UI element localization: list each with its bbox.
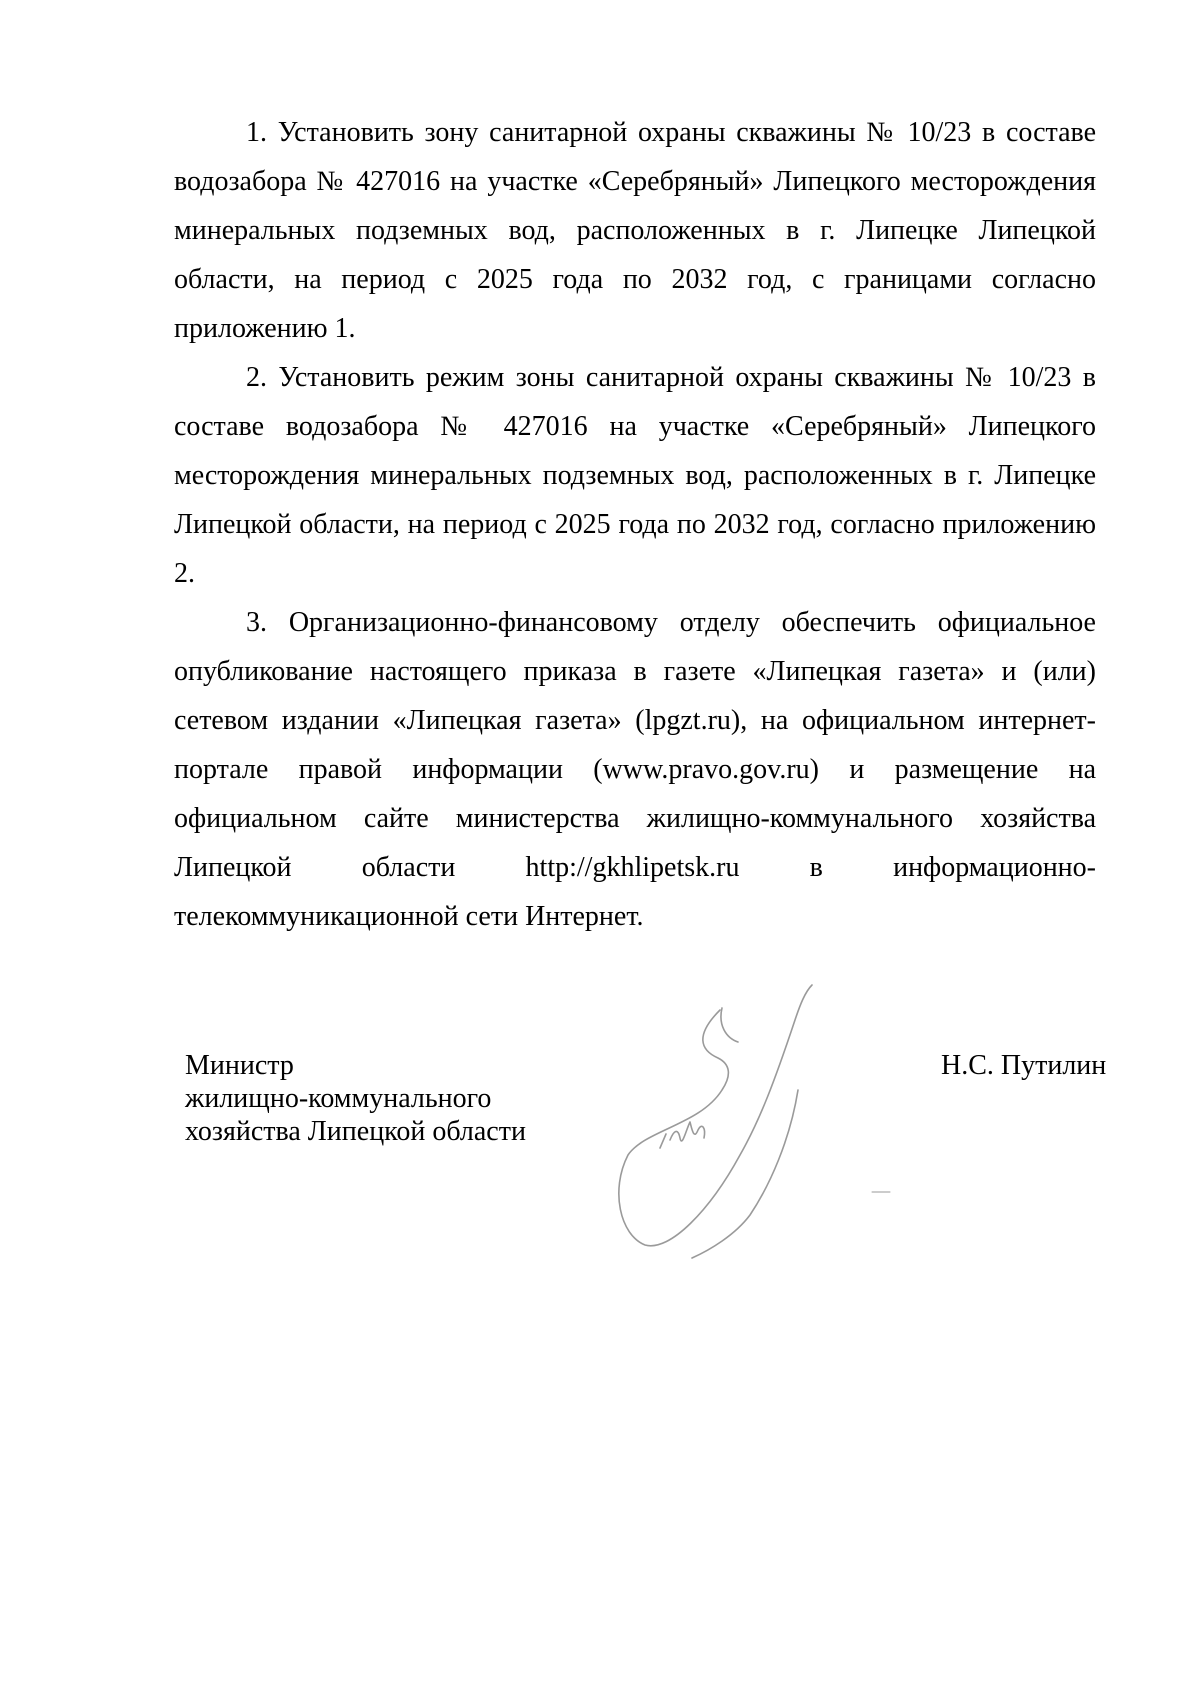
paragraph-1: 1. Установить зону санитарной охраны скважины № 10/23 в составе водозабора № 427016 на участке «Серебряный» Липецкого месторождения минеральных подземных вод, расположенных в г. Липецке Липецкой области, на период с 2025 года по 2032 год, с границами согласно приложению 1. [174, 117, 1096, 344]
handwritten-signature [600, 980, 920, 1260]
document-body [174, 108, 1096, 941]
signer-position-line: Министр [185, 1050, 294, 1081]
signer-position [185, 1049, 605, 1148]
paragraph-2: 2. Установить режим зоны санитарной охраны скважины № 10/23 в составе водозабора № 427016 на участке «Серебряный» Липецкого месторождения минеральных подземных вод, расположенных в г. Липецке Липецкой области, на период с 2025 года по 2032 год, согласно приложению 2. [174, 362, 1096, 589]
paragraph-3: 3. Организационно-финансовому отделу обеспечить официальное опубликование настоящего приказа в газете «Липецкая газета» и (или) сетевом издании «Липецкая газета» (lpgzt.ru), на официальном интернет-портале правой информации (www.pravo.gov.ru) и размещение на официальном сайте министерства жилищно-коммунального хозяйства Липецкой области http://gkhlipetsk.ru в информационно-телекоммуникационной сети Интернет. [174, 607, 1096, 932]
signer-position-line: хозяйства Липецкой области [185, 1116, 526, 1147]
signer-name: Н.С. Путилин [941, 1050, 1107, 1081]
signer-position-line: жилищно-коммунального [185, 1083, 492, 1114]
